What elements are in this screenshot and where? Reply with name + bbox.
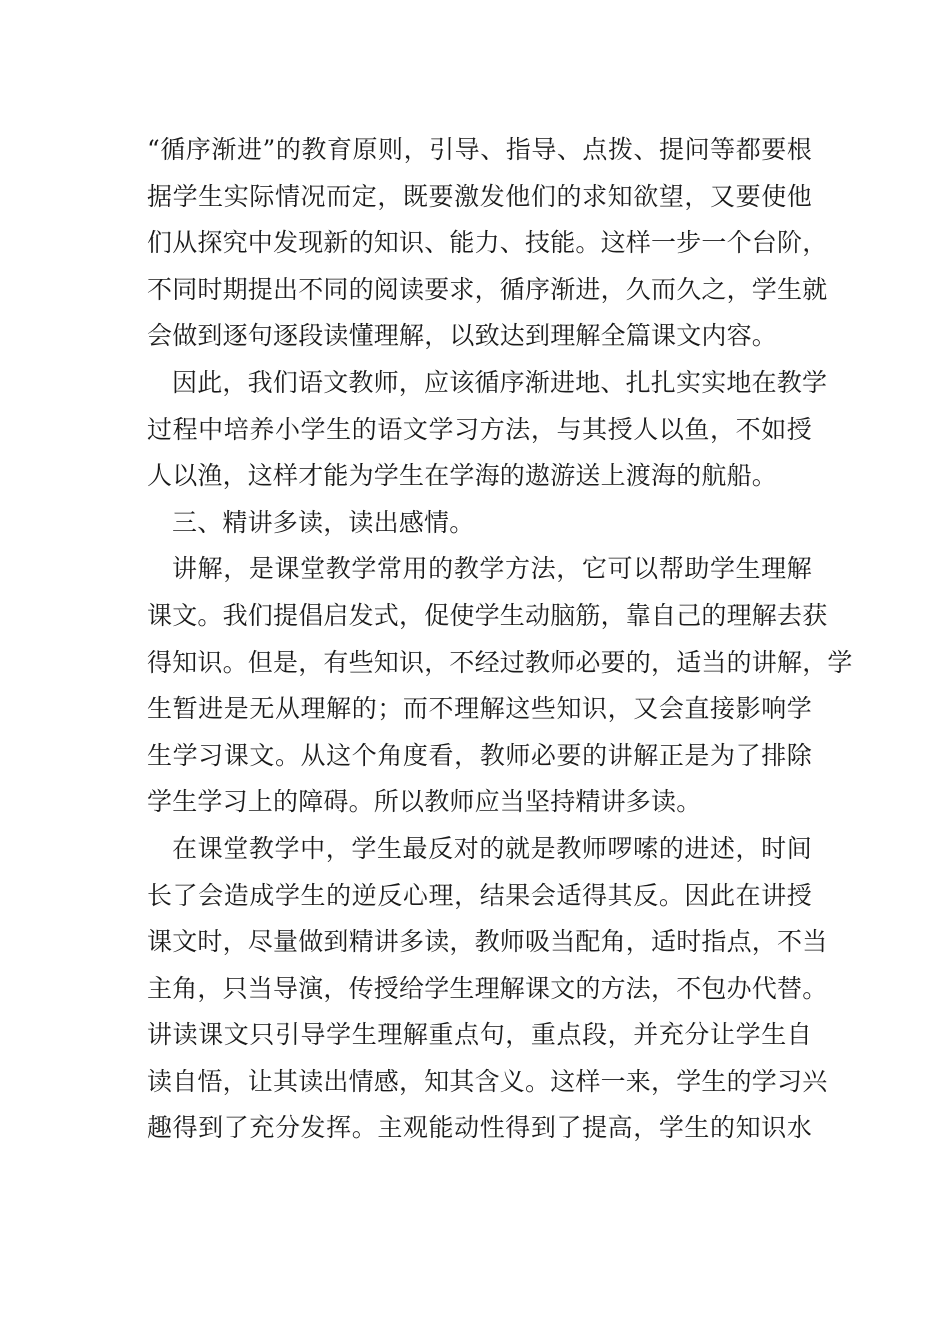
text-line: 据学生实际情况而定，既要激发他们的求知欲望，又要使他 [147, 181, 812, 211]
text-line: 主角，只当导演，传授给学生理解课文的方法，不包办代替。 [147, 973, 828, 1003]
text-line: 生学习课文。从这个角度看，教师必要的讲解正是为了排除 [147, 740, 812, 770]
text-line: 长了会造成学生的逆反心理，结果会适得其反。因此在讲授 [147, 880, 812, 910]
text-line: 生暂进是无从理解的；而不理解这些知识，又会直接影响学 [147, 694, 812, 724]
text-line: 得知识。但是，有些知识，不经过教师必要的，适当的讲解，学 [147, 647, 853, 677]
section-heading: 三、精讲多读，读出感情。 [172, 507, 475, 537]
text-line: 过程中培养小学生的语文学习方法，与其授人以鱼，不如授 [147, 414, 812, 444]
text-line: “循序渐进”的教育原则，引导、指导、点拨、提问等都要根 [147, 135, 812, 164]
text-line: 因此，我们语文教师，应该循序渐进地、扎扎实实地在教学 [172, 367, 828, 397]
text-line: 会做到逐句逐段读懂理解，以致达到理解全篇课文内容。 [147, 321, 778, 351]
document-body [147, 127, 853, 1152]
text-line: 讲读课文只引导学生理解重点句，重点段，并充分让学生自 [147, 1020, 812, 1050]
text-line: 读自悟，让其读出情感，知其含义。这样一来，学生的学习兴 [147, 1066, 828, 1096]
text-line: 在课堂教学中，学生最反对的就是教师啰嗦的进述，时间 [172, 833, 812, 863]
text-line: 课文。我们提倡启发式，促使学生动脑筋，靠自己的理解去获 [147, 600, 828, 630]
text-line: 课文时，尽量做到精讲多读，教师吸当配角，适时指点，不当 [147, 927, 828, 957]
text-line: 不同时期提出不同的阅读要求，循序渐进，久而久之，学生就 [147, 274, 828, 304]
text-line: 学生学习上的障碍。所以教师应当坚持精讲多读。 [147, 787, 702, 817]
text-line: 们从探究中发现新的知识、能力、技能。这样一步一个台阶， [147, 228, 828, 258]
text-line: 人以渔，这样才能为学生在学海的遨游送上渡海的航船。 [147, 461, 778, 491]
text-line: 趣得到了充分发挥。主观能动性得到了提高，学生的知识水 [147, 1113, 812, 1143]
text-line: 讲解，是课堂教学常用的教学方法，它可以帮助学生理解 [172, 554, 812, 584]
